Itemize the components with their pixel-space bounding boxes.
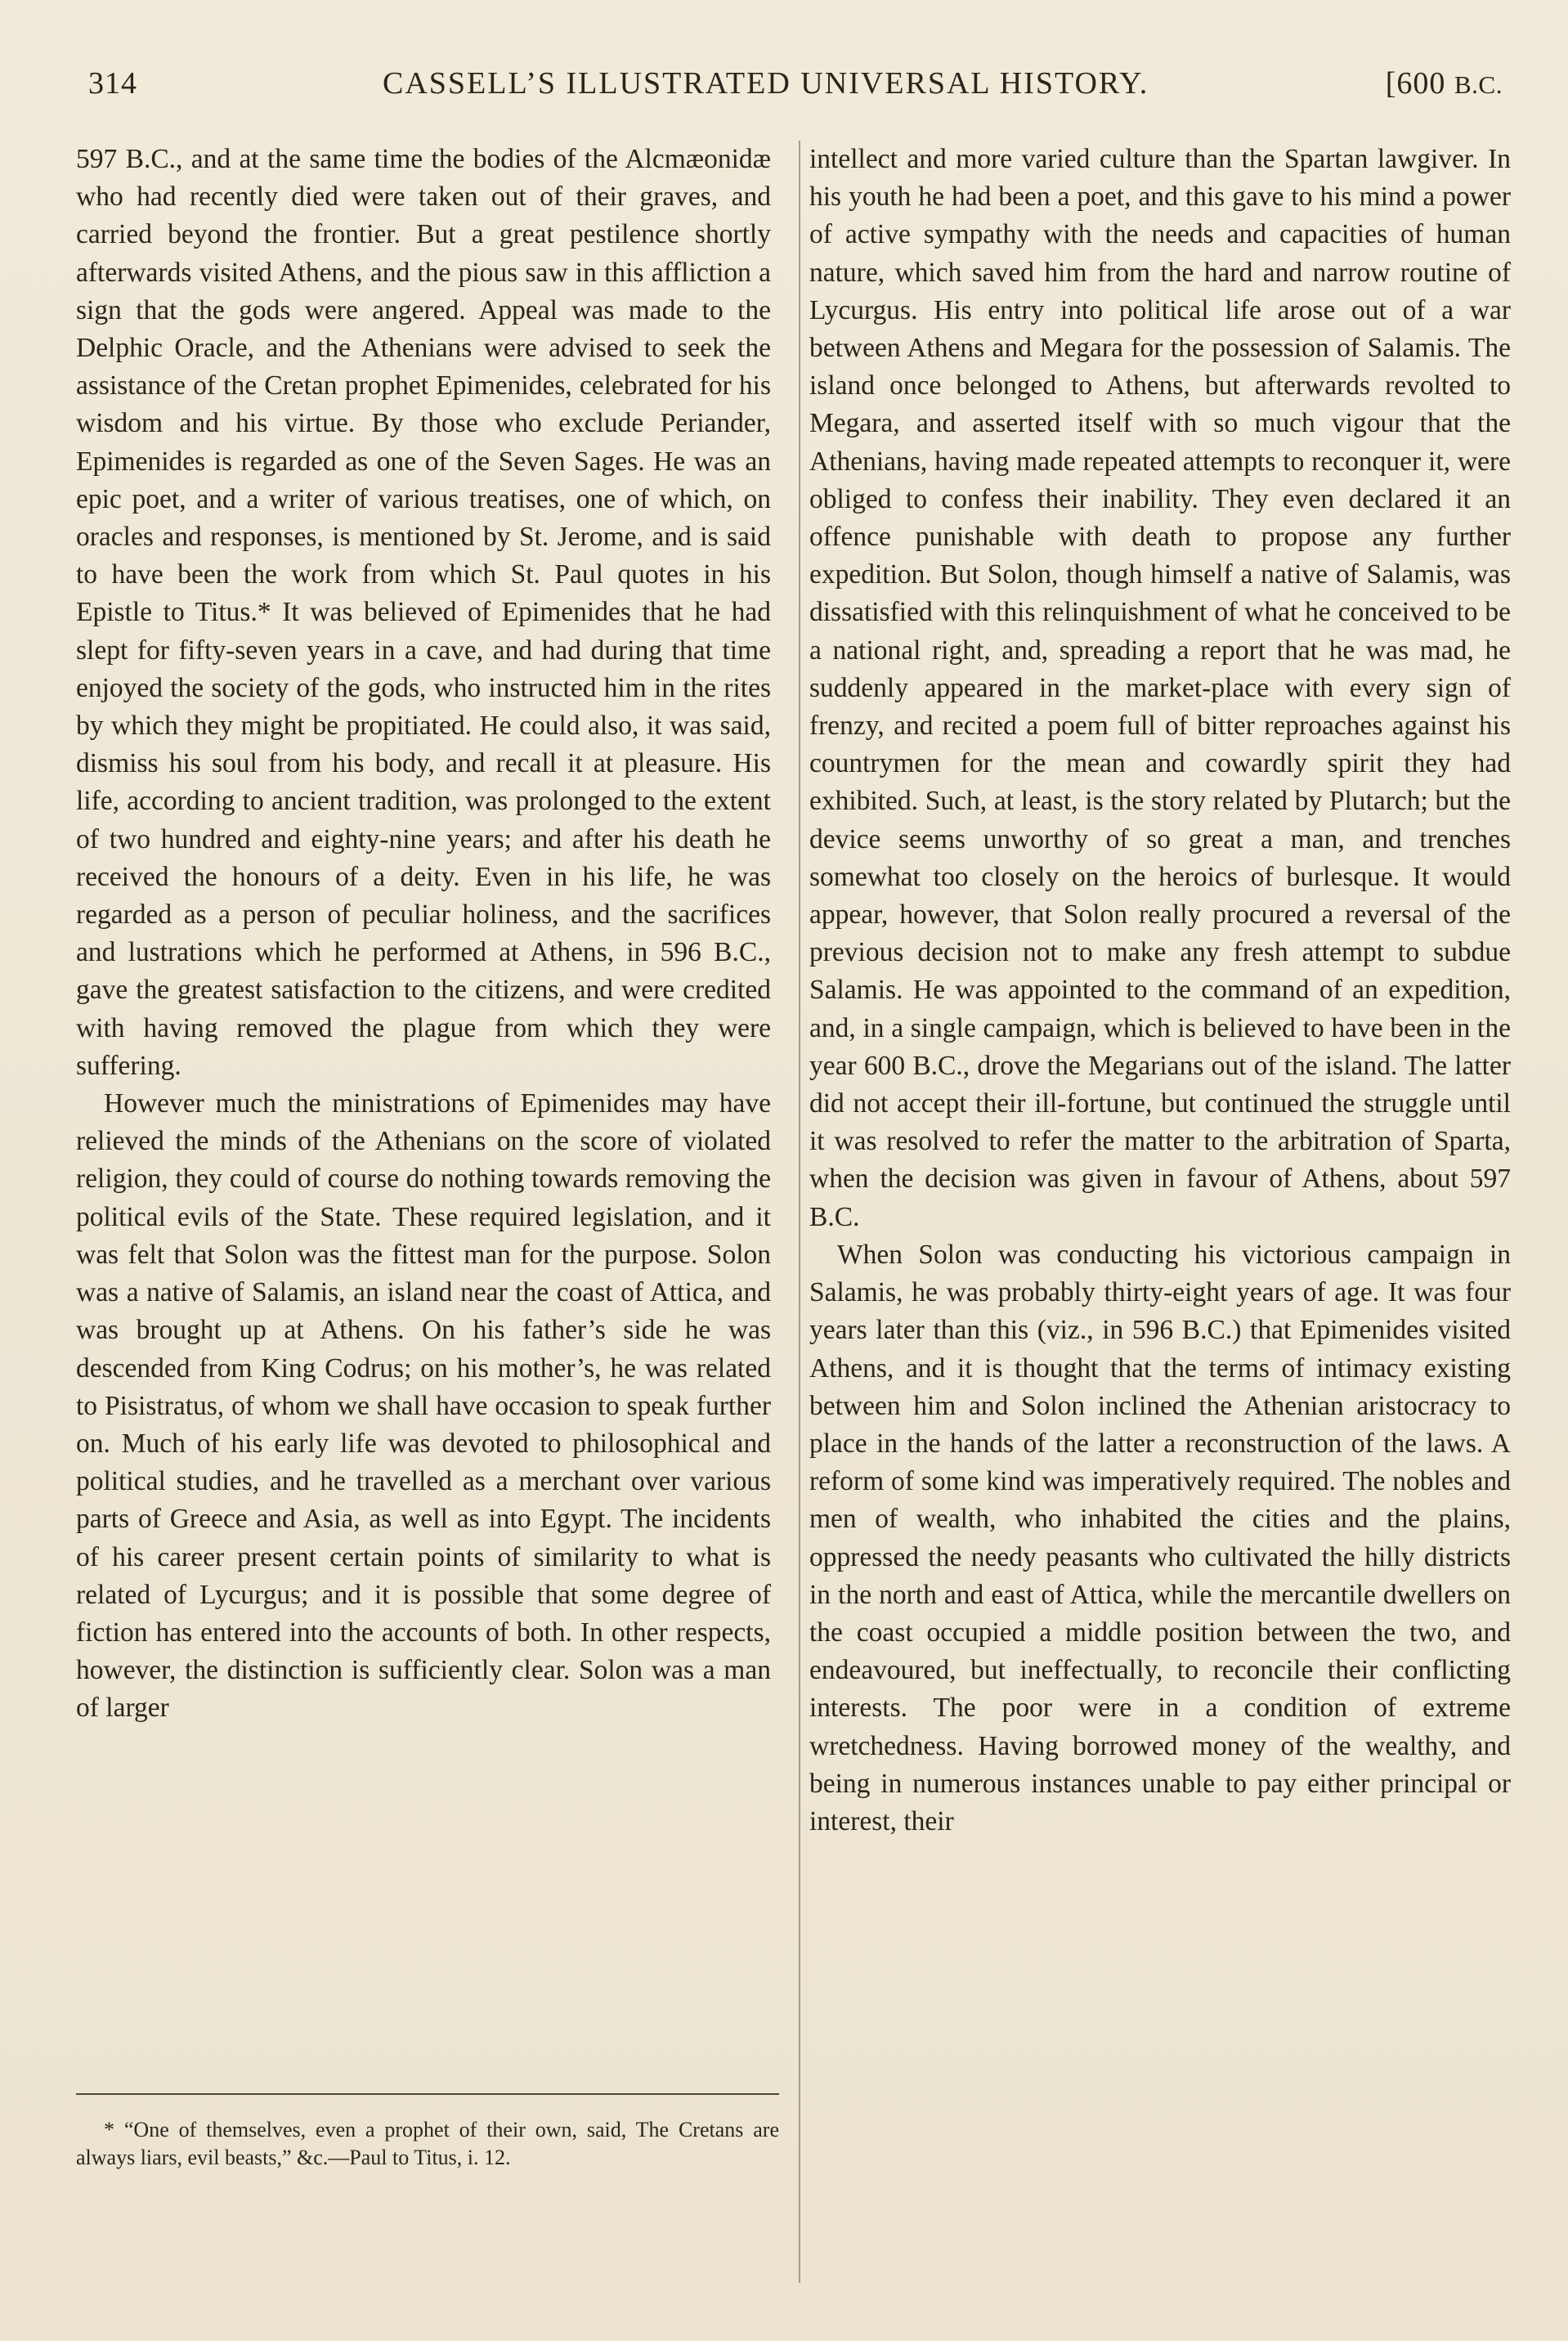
left-column bbox=[76, 141, 771, 1728]
footnote: * “One of themselves, even a prophet of their own, said, The Cretans are always liars, evil beasts,” &c.—Paul to Titus, i. 12. bbox=[76, 2118, 779, 2169]
running-title: CASSELL’S ILLUSTRATED UNIVERSAL HISTORY. bbox=[383, 66, 1149, 101]
date-range bbox=[1386, 65, 1503, 101]
column-divider bbox=[799, 141, 800, 2283]
date-era: B.C. bbox=[1454, 70, 1503, 99]
page-number: 314 bbox=[88, 66, 137, 101]
paragraph: When Solon was conducting his victorious campaign in Salamis, he was probably thirty-eight years of age. It was four years later than this (viz., in 596 B.C.) that Epimenides visited Athens, and it is thought that the terms of intimacy existing between him and Solon inclined the Athenian aristocracy to place in the hands of the latter a reconstruction of the laws. A reform of some kind was imperatively required. The nobles and men of wealth, who inhabited the cities and the plains, oppressed the needy peasants who cultivated the hilly districts in the north and east of Attica, while the mercantile dwellers on the coast occupied a middle position between the two, and endeavoured, but ineffectually, to reconcile their conflicting interests. The poor were in a condition of extreme wretchedness. Having borrowed money of the wealthy, and being in numerous instances unable to pay either principal or interest, their bbox=[809, 1239, 1511, 1836]
paragraph: However much the ministrations of Epimenides may have relieved the minds of the Athenians on the score of violated religion, they could of course do nothing towards removing the political evils of the State. These required legislation, and it was felt that Solon was the fittest man for the purpose. Solon was a native of Salamis, an island near the coast of Attica, and was brought up at Athens. On his father’s side he was descended from King Codrus; on his mother’s, he was related to Pisistratus, of whom we shall have occasion to speak further on. Much of his early life was devoted to philosophical and political studies, and he travelled as a merchant over various parts of Greece and Asia, as well as into Egypt. The incidents of his career present certain points of similarity to what is related of Lycurgus; and it is possible that some degree of fiction has entered into the accounts of both. In other respects, however, the distinction is sufficiently clear. Solon was a man of larger bbox=[76, 1088, 771, 1724]
footnote-divider bbox=[76, 2093, 779, 2095]
right-column bbox=[809, 141, 1511, 1841]
paragraph: 597 B.C., and at the same time the bodies of the Alcmæonidæ who had recently died were taken out of their graves, and carried beyond the frontier. But a great pestilence shortly afterwards visited Athens, and the pious saw in this affliction a sign that the gods were angered. Appeal was made to the Delphic Oracle, and the Athenians were advised to seek the assistance of the Cretan prophet Epimenides, celebrated for his wisdom and his virtue. By those who exclude Periander, Epimenides is regarded as one of the Seven Sages. He was an epic poet, and a writer of various treatises, one of which, on oracles and responses, is mentioned by St. Jerome, and is said to have been the work from which St. Paul quotes in his Epistle to Titus.* It was believed of Epimenides that he had slept for fifty-seven years in a cave, and had during that time enjoyed the society of the gods, who instructed him in the rites by which they might be propitiated. He could also, it was said, dismiss his soul from his body, and recall it at pleasure. His life, according to ancient tradition, was prolonged to the extent of two hundred and eighty-nine years; and after his death he received the honours of a deity. Even in his life, he was regarded as a person of peculiar holiness, and the sacrifices and lustrations which he performed at Athens, in 596 B.C., gave the greatest satisfaction to the citizens, and were credited with having removed the plague from which they were suffering. bbox=[76, 144, 771, 1081]
paragraph: intellect and more varied culture than the Spartan lawgiver. In his youth he had been a poet, and this gave to his mind a power of active sympathy with the needs and capacities of human nature, which saved him from the hard and narrow routine of Lycurgus. His entry into political life arose out of a war between Athens and Megara for the possession of Salamis. The island once belonged to Athens, but afterwards revolted to Megara, and asserted itself with so much vigour that the Athenians, having made repeated attempts to reconquer it, were obliged to confess their inability. They even declared it an offence punishable with death to propose any further expedition. But Solon, though himself a native of Salamis, was dissatisfied with this relinquishment of what he conceived to be a national right, and, spreading a report that he was mad, he suddenly appeared in the market-place with every sign of frenzy, and recited a poem full of bitter reproaches against his countrymen for the mean and cowardly spirit they had exhibited. Such, at least, is the story related by Plutarch; but the device seems unworthy of so great a man, and trenches somewhat too closely on the heroics of burlesque. It would appear, however, that Solon really procured a reversal of the previous decision not to make any fresh attempt to subdue Salamis. He was appointed to the command of an expedition, and, in a single campaign, which is believed to have been in the year 600 B.C., drove the Megarians out of the island. The latter did not accept their ill-fortune, but continued the struggle until it was resolved to refer the matter to the arbitration of Sparta, when the decision was given in favour of Athens, about 597 B.C. bbox=[809, 144, 1511, 1232]
running-header bbox=[88, 65, 1503, 111]
date-prefix: [600 bbox=[1385, 66, 1446, 101]
